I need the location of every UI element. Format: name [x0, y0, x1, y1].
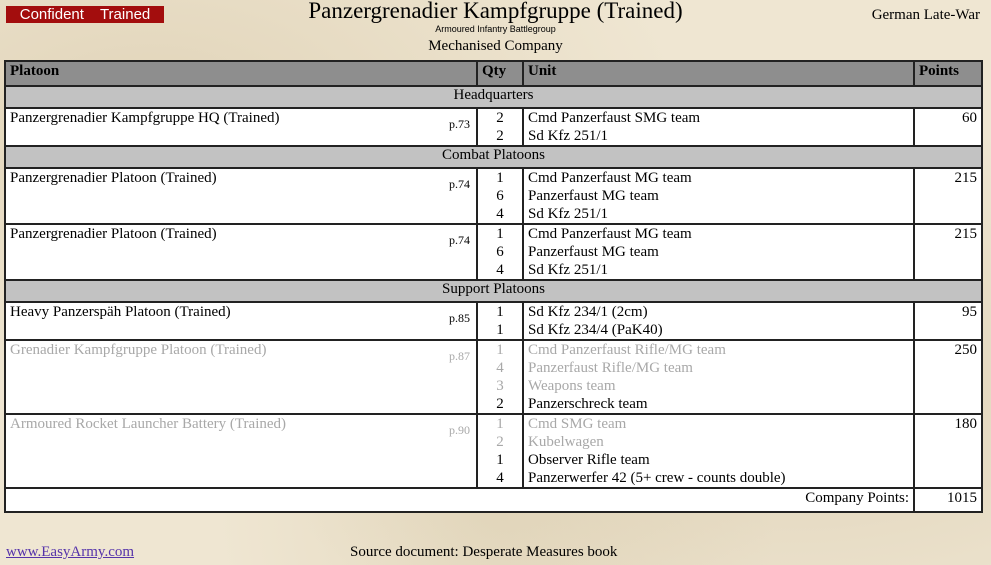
total-label: Company Points: [5, 488, 914, 512]
header-platoon: Platoon [5, 61, 477, 86]
unit-cell [523, 108, 914, 146]
platoon-name: Panzergrenadier Platoon (Trained) [10, 170, 217, 186]
platoon-cell [5, 414, 477, 488]
qty-cell [477, 302, 523, 340]
unit-name: Cmd SMG team [528, 416, 627, 432]
unit-qty: 1 [496, 342, 504, 358]
unit-qty: 6 [496, 188, 504, 204]
unit-qty: 4 [496, 470, 504, 486]
unit-name: Sd Kfz 234/4 (PaK40) [528, 322, 663, 338]
roster-body [5, 86, 982, 488]
unit-name: Cmd Panzerfaust SMG team [528, 110, 701, 126]
total-value: 1015 [914, 488, 982, 512]
unit-qty: 1 [496, 322, 504, 338]
page-reference: p.85 [449, 311, 470, 325]
page-reference: p.74 [449, 233, 470, 247]
unit-name: Panzerfaust Rifle/MG team [528, 360, 693, 376]
platoon-name: Heavy Panzerspäh Platoon (Trained) [10, 304, 231, 320]
qty-cell [477, 168, 523, 224]
header-points: Points [914, 61, 982, 86]
unit-cell [523, 302, 914, 340]
unit-qty: 1 [496, 170, 504, 186]
unit-name: Cmd Panzerfaust Rifle/MG team [528, 342, 726, 358]
section-row [5, 86, 982, 108]
qty-cell [477, 340, 523, 414]
unit-name: Panzerfaust MG team [528, 244, 659, 260]
points-cell: 215 [914, 168, 982, 224]
page-reference: p.73 [449, 117, 470, 131]
page-subtitle: Armoured Infantry Battlegroup [435, 24, 556, 34]
unit-name: Kubelwagen [528, 434, 604, 450]
section-row [5, 146, 982, 168]
points-cell: 215 [914, 224, 982, 280]
header-row [5, 61, 982, 86]
section-title: Headquarters [5, 86, 982, 108]
unit-name: Sd Kfz 234/1 (2cm) [528, 304, 648, 320]
unit-name: Cmd Panzerfaust MG team [528, 170, 692, 186]
platoon-cell [5, 340, 477, 414]
nation-label: German Late-War [871, 7, 980, 23]
platoon-row [5, 108, 982, 146]
section-title: Support Platoons [5, 280, 982, 302]
page-reference: p.87 [449, 349, 470, 363]
unit-name: Sd Kfz 251/1 [528, 128, 608, 144]
qty-cell [477, 224, 523, 280]
platoon-name: Armoured Rocket Launcher Battery (Trained) [10, 416, 287, 432]
unit-cell [523, 340, 914, 414]
unit-qty: 2 [496, 110, 504, 126]
unit-cell [523, 224, 914, 280]
platoon-cell [5, 108, 477, 146]
unit-cell [523, 414, 914, 488]
unit-name: Panzerwerfer 42 (5+ crew - counts double) [528, 470, 786, 486]
unit-name: Observer Rifle team [528, 452, 650, 468]
points-cell: 180 [914, 414, 982, 488]
page-reference: p.74 [449, 177, 470, 191]
platoon-row [5, 168, 982, 224]
platoon-cell [5, 302, 477, 340]
unit-qty: 1 [496, 226, 504, 242]
qty-cell [477, 108, 523, 146]
unit-qty: 1 [496, 452, 504, 468]
total-row [5, 488, 982, 512]
platoon-name: Panzergrenadier Platoon (Trained) [10, 226, 217, 242]
unit-qty: 2 [496, 396, 504, 412]
roster-table [4, 60, 983, 513]
platoon-cell [5, 168, 477, 224]
badge-skill: Trained [99, 6, 151, 23]
unit-qty: 4 [496, 262, 504, 278]
unit-qty: 6 [496, 244, 504, 260]
platoon-row [5, 224, 982, 280]
page-title: Panzergrenadier Kampfgruppe (Trained) [308, 0, 683, 23]
source-note: Source document: Desperate Measures book [350, 544, 618, 560]
unit-name: Sd Kfz 251/1 [528, 206, 608, 222]
unit-qty: 4 [496, 360, 504, 376]
unit-qty: 2 [496, 128, 504, 144]
unit-name: Weapons team [528, 378, 616, 394]
platoon-name: Panzergrenadier Kampfgruppe HQ (Trained) [10, 110, 280, 126]
platoon-cell [5, 224, 477, 280]
unit-qty: 1 [496, 416, 504, 432]
header-unit: Unit [523, 61, 914, 86]
badge-quality: Confident [19, 6, 84, 23]
qty-cell [477, 414, 523, 488]
unit-cell [523, 168, 914, 224]
unit-qty: 3 [496, 378, 504, 394]
unit-name: Panzerfaust MG team [528, 188, 659, 204]
page-reference: p.90 [449, 423, 470, 437]
platoon-row [5, 340, 982, 414]
unit-name: Panzerschreck team [528, 396, 648, 412]
points-cell: 95 [914, 302, 982, 340]
platoon-name: Grenadier Kampfgruppe Platoon (Trained) [10, 342, 267, 358]
unit-qty: 1 [496, 304, 504, 320]
unit-name: Cmd Panzerfaust MG team [528, 226, 692, 242]
platoon-row [5, 302, 982, 340]
section-row [5, 280, 982, 302]
points-cell: 60 [914, 108, 982, 146]
company-type: Mechanised Company [428, 38, 563, 54]
unit-name: Sd Kfz 251/1 [528, 262, 608, 278]
unit-qty: 4 [496, 206, 504, 222]
header-qty: Qty [477, 61, 523, 86]
easyarmy-link[interactable]: www.EasyArmy.com [6, 544, 135, 560]
section-title: Combat Platoons [5, 146, 982, 168]
points-cell: 250 [914, 340, 982, 414]
platoon-row [5, 414, 982, 488]
unit-qty: 2 [496, 434, 504, 450]
